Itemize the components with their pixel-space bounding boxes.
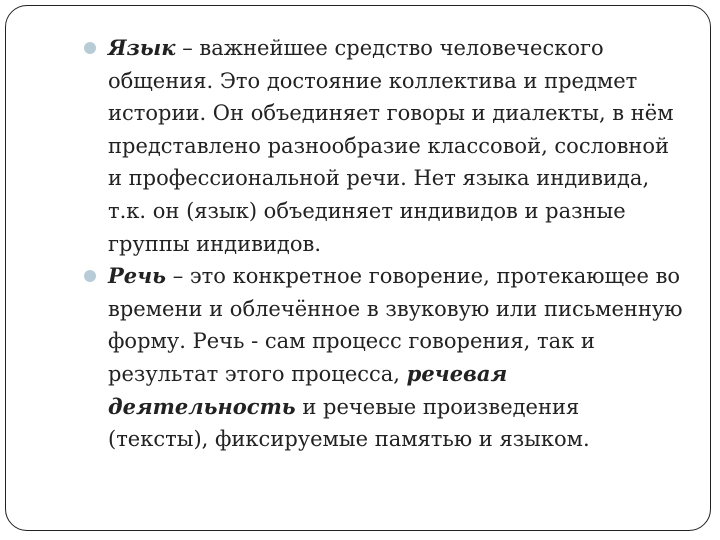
language-definition: – важнейшее средство человеческого общения. Это достояние коллектива и предмет истории. Он объединяет говоры и диалекты, в нём представлено разнообразие классовой, сословной и профессиональной речи. Нет языка индивида, т.к. он (язык) объединяет индивидов и разные группы индивидов. xyxy=(108,36,674,256)
term-language: Язык xyxy=(108,35,176,60)
slide-content xyxy=(84,32,684,456)
term-speech-activity: речевая деятельность xyxy=(108,360,508,419)
slide-frame xyxy=(5,5,711,531)
bullet-dot-icon xyxy=(84,270,96,282)
speech-definition-part2: и речевые произведения (тексты), фиксируемые памятью и языком. xyxy=(108,394,590,452)
bullet-language xyxy=(84,32,684,260)
bullet-speech xyxy=(84,260,684,456)
term-speech: Речь xyxy=(108,263,167,289)
bullet-dot-icon xyxy=(84,42,96,54)
speech-definition-part1: – это конкретное говорение, протекающее во времени и облечённое в звуковую или письменную форму. Речь - сам процесс говорения, так и результат этого процесса, xyxy=(108,264,683,386)
